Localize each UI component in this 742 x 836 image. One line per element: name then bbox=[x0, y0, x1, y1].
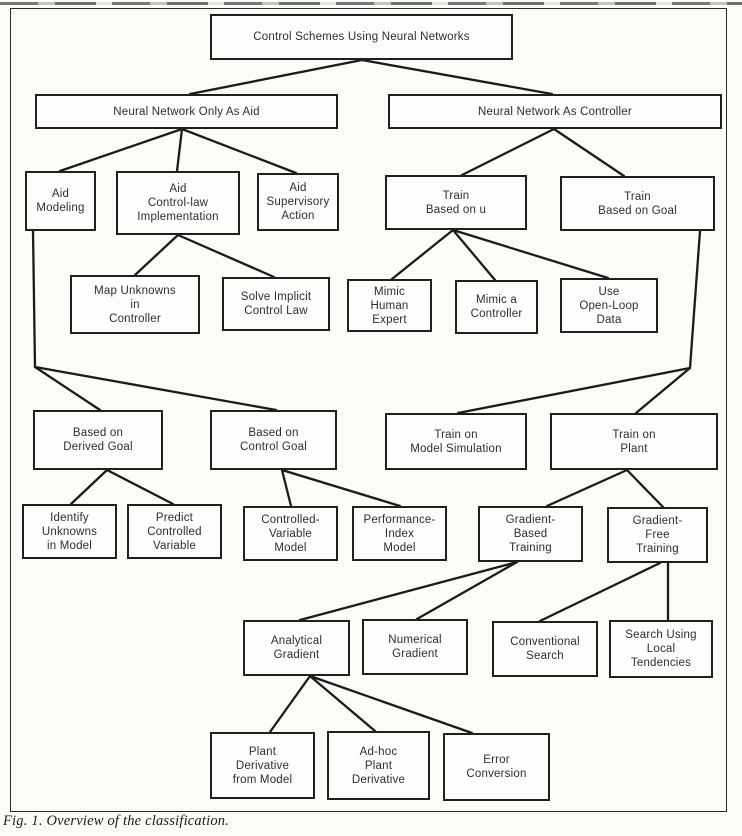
node-label-line: Gradient bbox=[273, 649, 320, 661]
node-label-line: Control-law bbox=[147, 197, 209, 209]
node-aid-modeling bbox=[25, 171, 96, 231]
tree-edge bbox=[627, 470, 663, 507]
node-label-line: Implementation bbox=[137, 211, 219, 223]
tree-edge bbox=[453, 230, 608, 278]
node-label-line: Model bbox=[274, 541, 307, 554]
node-solve-implicit bbox=[222, 277, 330, 331]
node-label-line: Local bbox=[646, 643, 676, 655]
tree-edge bbox=[458, 368, 690, 413]
tree-edge bbox=[547, 470, 627, 506]
tree-edge bbox=[282, 470, 400, 506]
node-predict-controlled bbox=[127, 504, 222, 559]
node-mimic-a-controller bbox=[455, 280, 538, 334]
node-nn-only-as-aid bbox=[35, 94, 338, 129]
node-label-line: Gradient bbox=[392, 648, 438, 660]
node-label-line: Mimic bbox=[373, 285, 406, 298]
node-label-line: Action bbox=[281, 210, 315, 222]
node-conventional-search bbox=[492, 621, 598, 677]
tree-edge bbox=[417, 562, 517, 619]
node-train-based-on-goal bbox=[560, 176, 715, 231]
node-label-line: Derived Goal bbox=[63, 441, 133, 453]
node-plant-derivative bbox=[210, 732, 315, 799]
node-label-line: Search bbox=[526, 650, 564, 662]
node-map-unknowns bbox=[70, 275, 200, 334]
tree-edge bbox=[362, 60, 552, 94]
node-label-line: Plant bbox=[364, 759, 393, 772]
node-label-line: Plant bbox=[620, 442, 648, 455]
tree-edge bbox=[554, 129, 624, 176]
node-label-line: Control Goal bbox=[240, 441, 307, 453]
node-control-schemes bbox=[210, 14, 513, 60]
node-use-open-loop-data bbox=[560, 278, 658, 333]
node-label-line: Map Unknowns bbox=[94, 284, 176, 297]
node-label-line: Mimic a bbox=[475, 294, 517, 306]
node-label-line: Training bbox=[509, 542, 552, 554]
tree-edge bbox=[182, 129, 296, 173]
node-label-line: Neural Network As Controller bbox=[478, 105, 632, 118]
node-controlled-variable bbox=[243, 506, 338, 561]
node-label-line: Index bbox=[384, 527, 415, 540]
tree-edge bbox=[392, 230, 453, 279]
node-adhoc-plant-deriv bbox=[327, 731, 430, 800]
node-label-line: Predict bbox=[155, 511, 194, 524]
node-search-local-tend bbox=[609, 620, 713, 678]
node-train-based-on-u bbox=[385, 175, 527, 230]
node-label-line: Train on bbox=[612, 428, 656, 441]
node-label-line: Aid bbox=[51, 188, 70, 200]
node-label-line: Error bbox=[483, 754, 510, 766]
node-label-line: Control Law bbox=[244, 305, 308, 317]
node-analytical-gradient bbox=[243, 620, 350, 676]
node-label-line: Based on bbox=[248, 427, 299, 439]
node-aid-control-law bbox=[116, 171, 240, 235]
tree-edge bbox=[270, 676, 310, 732]
node-label-line: in bbox=[130, 298, 140, 311]
tree-edge bbox=[60, 129, 182, 171]
tree-edge bbox=[282, 470, 291, 506]
node-label-line: Gradient- bbox=[505, 514, 556, 526]
node-aid-supervisory bbox=[257, 173, 339, 231]
node-label-line: Controlled- bbox=[261, 513, 320, 526]
node-label-line: Training bbox=[636, 543, 679, 555]
node-label-line: Aid bbox=[169, 183, 187, 195]
node-label-line: Controlled bbox=[147, 525, 202, 538]
node-gradient-based bbox=[478, 506, 583, 562]
tree-edge bbox=[35, 367, 276, 410]
node-label-line: Control Schemes Using Neural Networks bbox=[253, 31, 470, 43]
node-label-line: Train bbox=[442, 189, 470, 202]
node-label-line: Model Simulation bbox=[410, 442, 502, 455]
node-label-line: Identify bbox=[50, 511, 89, 524]
tree-edge bbox=[177, 129, 182, 171]
node-label-line: Solve Implicit bbox=[240, 291, 312, 303]
tree-edge bbox=[636, 368, 690, 413]
tree-edge bbox=[178, 235, 274, 277]
node-label-line: Variable bbox=[269, 527, 312, 540]
node-label-line: from Model bbox=[232, 773, 293, 786]
node-label-line: Tendencies bbox=[630, 657, 692, 669]
node-label-line: Numerical bbox=[388, 634, 442, 646]
node-mimic-human-expert bbox=[347, 279, 432, 332]
node-error-conversion bbox=[443, 733, 550, 801]
node-label-line: Conversion bbox=[466, 768, 527, 780]
node-label-line: Performance- bbox=[363, 513, 436, 526]
tree-edge bbox=[71, 470, 107, 504]
node-label-line: Model bbox=[383, 541, 416, 554]
node-label-line: Analytical bbox=[270, 635, 323, 647]
node-label-line: Unknowns bbox=[41, 525, 98, 538]
node-gradient-free bbox=[607, 507, 708, 563]
node-label-line: Data bbox=[596, 313, 622, 326]
node-label-line: Based on bbox=[72, 427, 124, 439]
tree-edge bbox=[540, 563, 660, 621]
tree-edge bbox=[135, 235, 178, 275]
node-label-line: Modeling bbox=[36, 202, 85, 214]
tree-edge bbox=[462, 129, 554, 175]
node-label-line: Conventional bbox=[510, 636, 580, 648]
node-label-line: Ad-hoc bbox=[359, 745, 398, 758]
node-label-line: Based on Goal bbox=[598, 204, 677, 217]
node-based-derived-goal bbox=[33, 410, 163, 470]
node-label-line: Neural Network Only As Aid bbox=[113, 105, 260, 118]
node-label-line: Open-Loop bbox=[579, 299, 639, 312]
node-performance-index bbox=[352, 506, 447, 561]
node-label-line: Derivative bbox=[235, 759, 290, 772]
node-identify-unknowns bbox=[22, 504, 117, 559]
node-label-line: Human bbox=[370, 299, 409, 312]
node-label-line: Aid bbox=[289, 182, 307, 194]
tree-edge bbox=[107, 470, 173, 504]
node-label-line: Plant bbox=[248, 745, 277, 758]
node-train-on-model-sim bbox=[385, 413, 527, 470]
tree-edge bbox=[310, 676, 375, 731]
node-label-line: Based bbox=[513, 528, 548, 540]
node-label-line: Use bbox=[598, 285, 620, 298]
node-label-line: Train bbox=[624, 190, 651, 203]
node-label-line: Gradient- bbox=[632, 515, 683, 527]
node-label-line: Variable bbox=[153, 539, 196, 552]
node-train-on-plant bbox=[550, 413, 718, 470]
node-nn-as-controller bbox=[388, 94, 722, 129]
tree-edge bbox=[310, 676, 472, 733]
node-label-line: Train on bbox=[434, 428, 478, 441]
node-label-line: Supervisory bbox=[266, 196, 330, 208]
tree-edge bbox=[33, 231, 35, 367]
node-label-line: Derivative bbox=[351, 773, 406, 786]
node-label-line: Free bbox=[645, 529, 670, 541]
node-numerical-gradient bbox=[362, 619, 468, 675]
tree-edge bbox=[300, 562, 517, 620]
tree-edge bbox=[190, 60, 362, 94]
tree-edge bbox=[690, 231, 700, 368]
node-label-line: in Model bbox=[46, 539, 93, 552]
node-label-line: Expert bbox=[372, 313, 407, 326]
node-label-line: Controller bbox=[470, 308, 523, 320]
node-label-line: Controller bbox=[109, 312, 161, 325]
node-label-line: Based on u bbox=[425, 203, 487, 216]
node-based-control-goal bbox=[210, 410, 337, 470]
figure-caption: Fig. 1. Overview of the classification. bbox=[3, 813, 230, 829]
node-label-line: Search Using bbox=[625, 629, 697, 641]
